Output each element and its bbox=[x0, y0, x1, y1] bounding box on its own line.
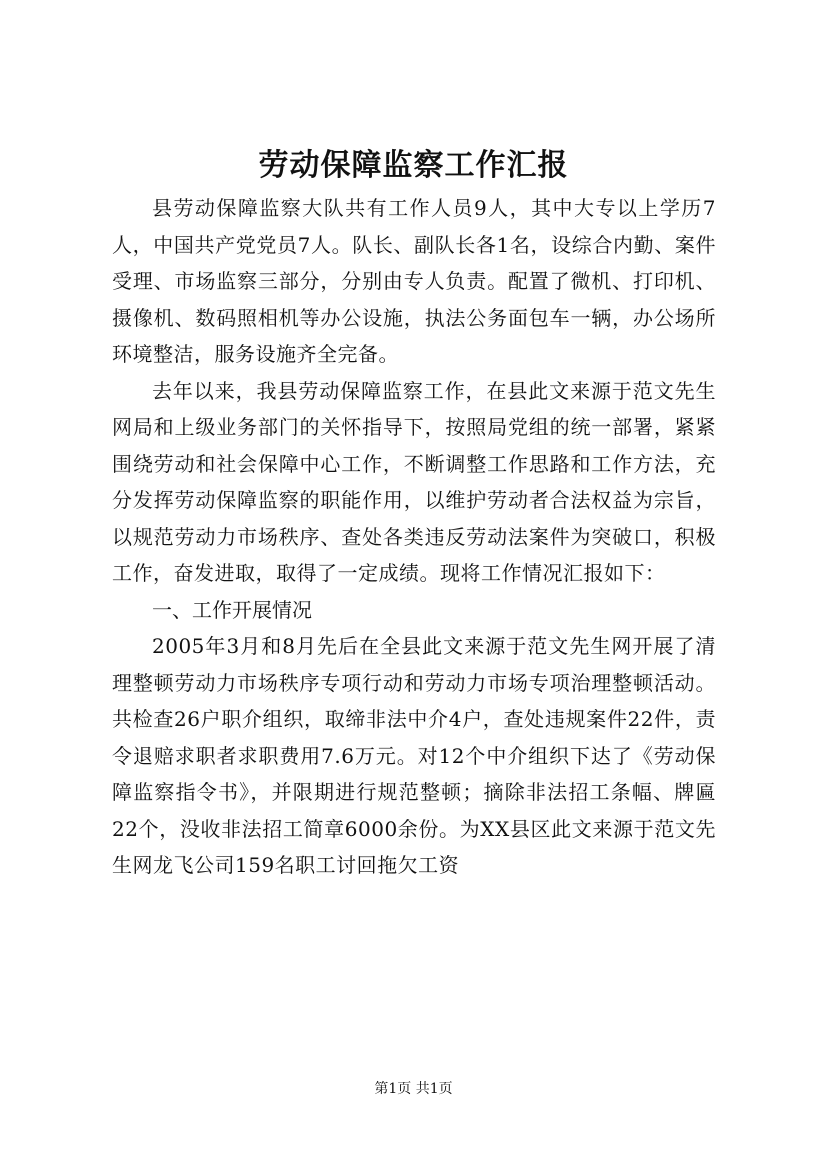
page-footer: 第1页 共1页 bbox=[374, 1081, 453, 1097]
paragraph-staffing: 县劳动保障监察大队共有工作人员9人，其中大专以上学历7人，中国共产党党员7人。队长、副队长各1名，设综合内勤、案件受理、市场监察三部分，分别由专人负责。配置了微机、打印机、摄像机、数码照相机等办公设施，执法公务面包车一辆，办公场所环境整洁，服务设施齐全完备。 bbox=[112, 196, 716, 366]
section-heading: 一、工作开展情况 bbox=[152, 597, 312, 622]
document-title: 劳动保障监察工作汇报 bbox=[258, 148, 569, 183]
document-body bbox=[112, 190, 716, 884]
paragraph-work-progress: 2005年3月和8月先后在全县此文来源于范文先生网开展了清理整顿劳动力市场秩序专项行动和劳动力市场专项治理整顿活动。共检查26户职介组织，取缔非法中介4户，查处违规案件22件，责令退赔求职者求职费用7.6万元。对12个中介组织下达了《劳动保障监察指令书》，并限期进行规范整顿；摘除非法招工条幅、牌匾22个，没收非法招工简章6000余份。为XX县区此文来源于范文先生网龙飞公司159名职工讨回拖欠工资 bbox=[112, 634, 716, 877]
paragraph-overview: 去年以来，我县劳动保障监察工作，在县此文来源于范文先生网局和上级业务部门的关怀指导下，按照局党组的统一部署，紧紧围绕劳动和社会保障中心工作，不断调整工作思路和工作方法，充分发挥劳动保障监察的职能作用，以维护劳动者合法权益为宗旨，以规范劳动力市场秩序、查处各类违反劳动法案件为突破口，积极工作，奋发进取，取得了一定成绩。现将工作情况汇报如下： bbox=[112, 378, 716, 585]
